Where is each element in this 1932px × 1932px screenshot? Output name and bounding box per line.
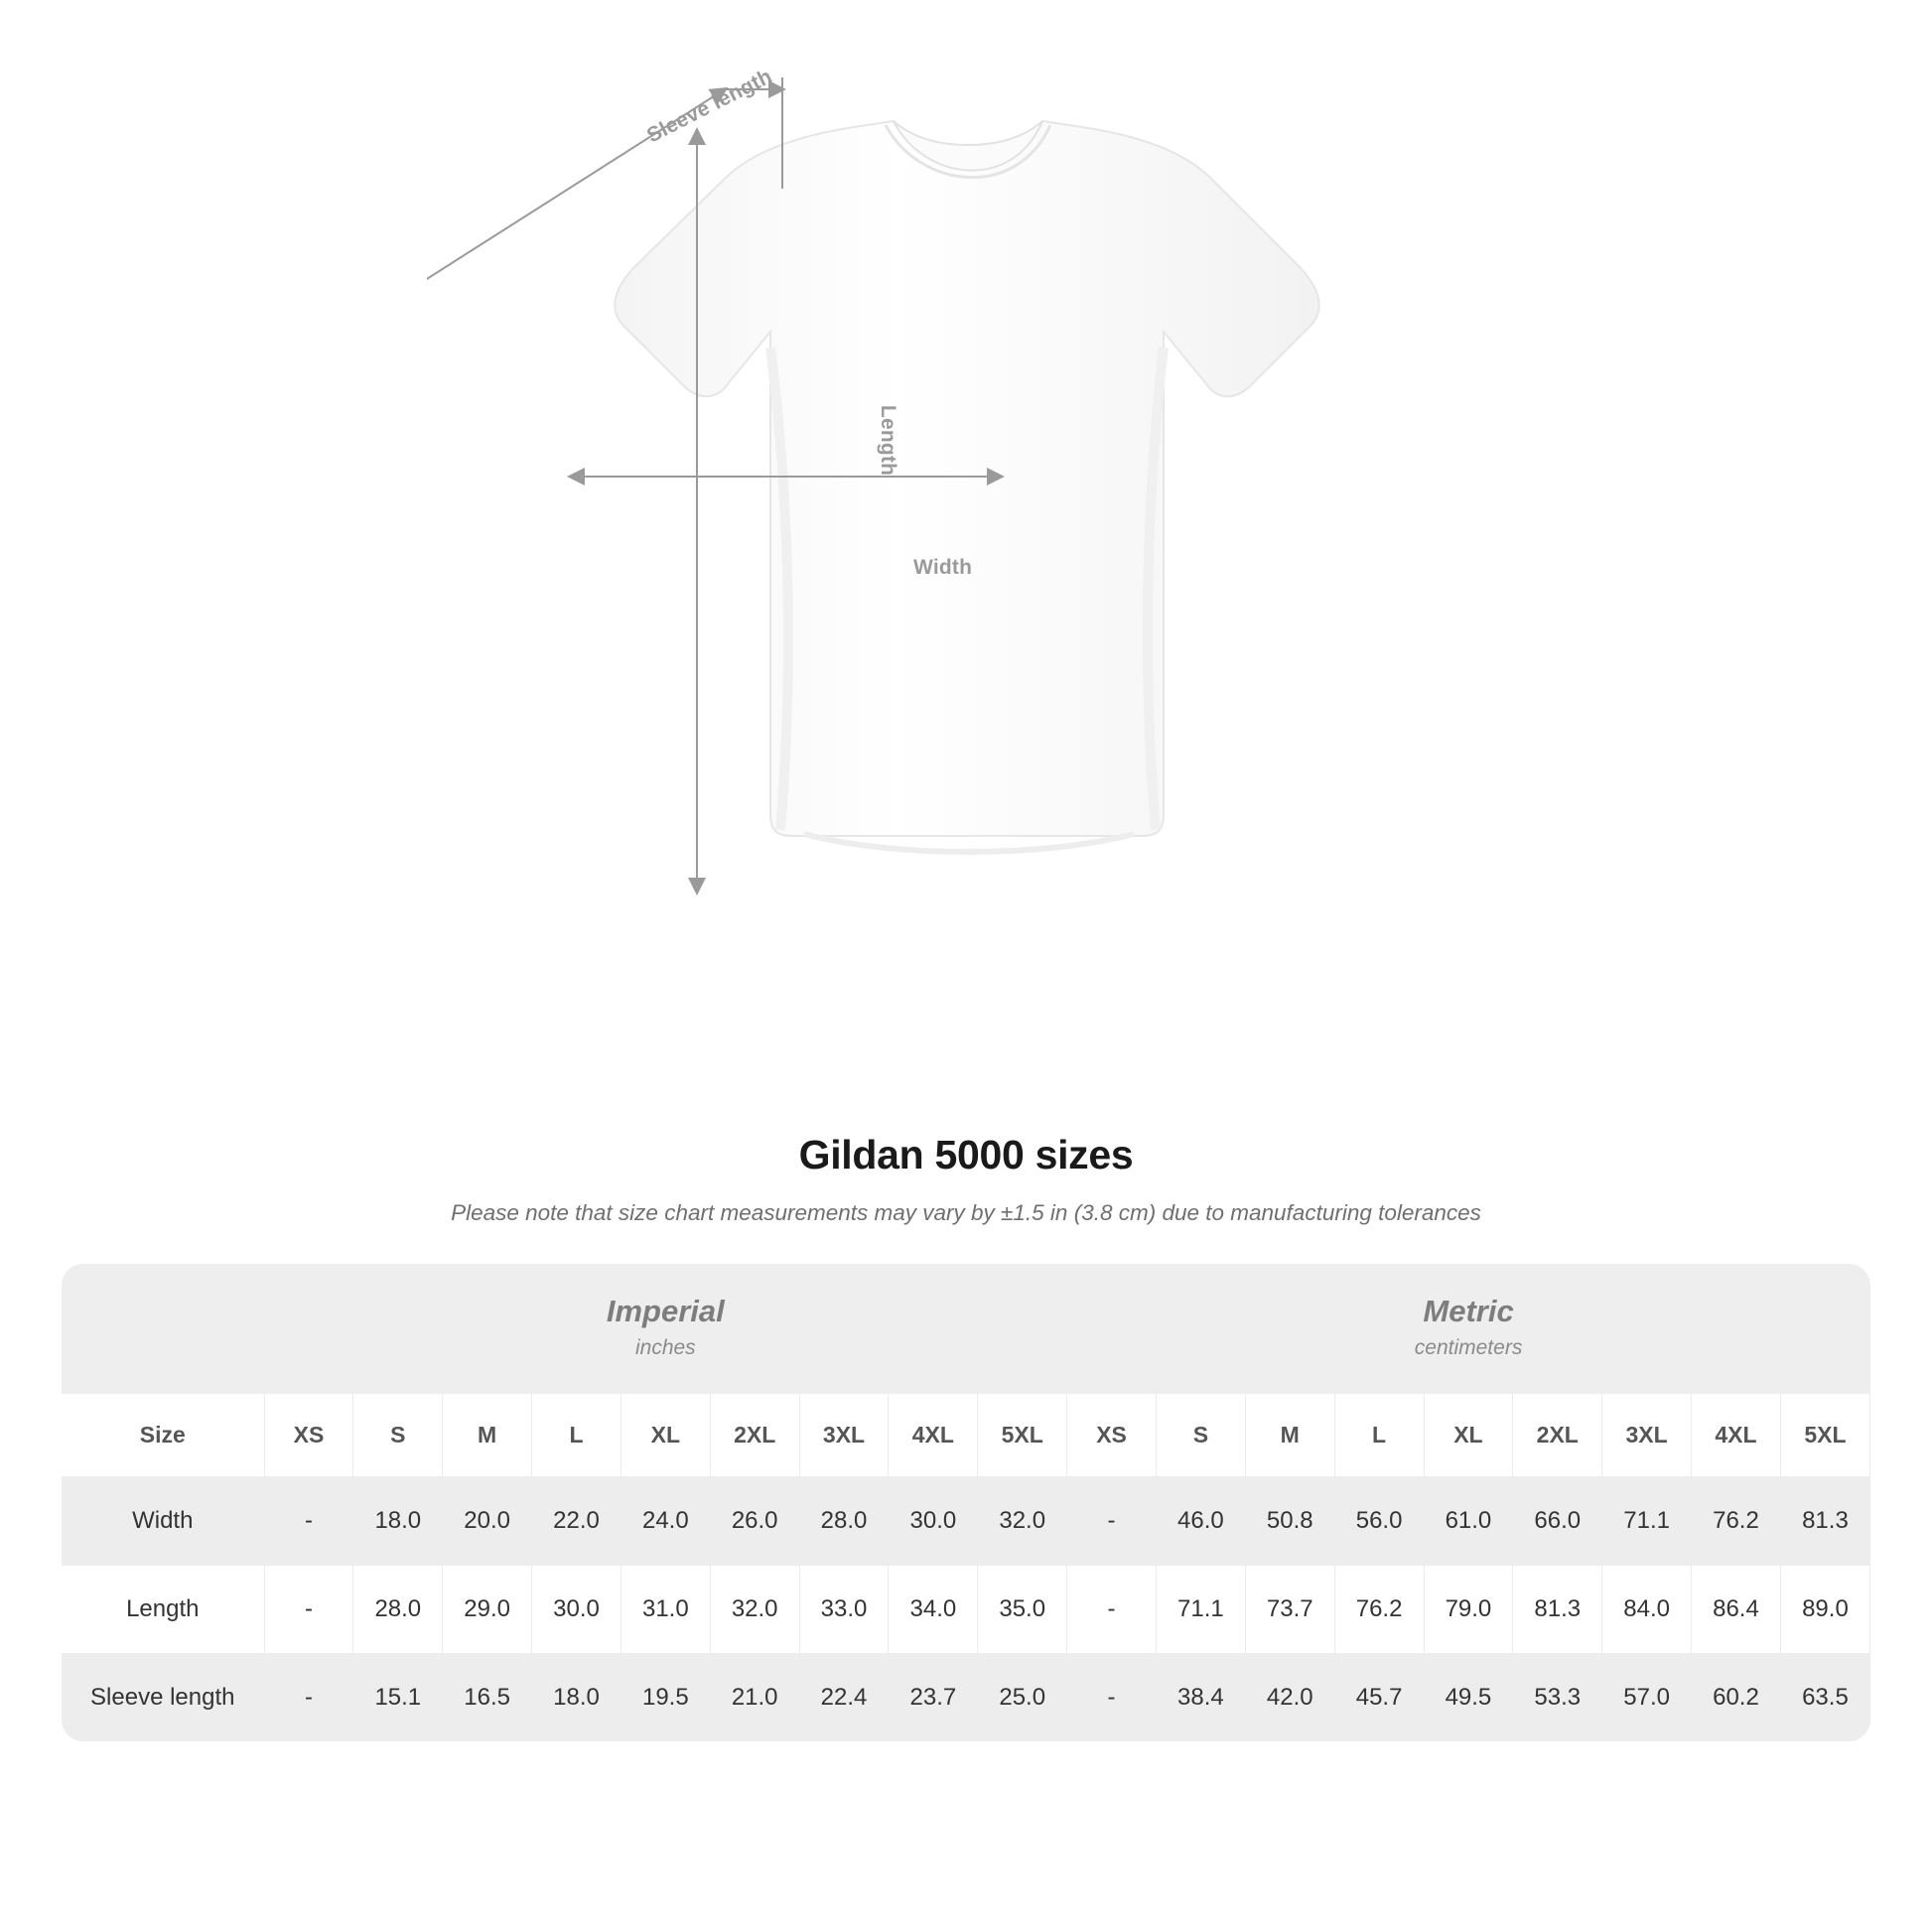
header-col-1: XS	[264, 1394, 353, 1477]
cell: 28.0	[353, 1566, 443, 1654]
header-col-5: XL	[621, 1394, 710, 1477]
cell: 18.0	[532, 1654, 621, 1742]
unit-sub-metric: centimeters	[1414, 1336, 1523, 1359]
size-table-wrapper	[62, 1264, 1870, 1741]
cell: -	[264, 1477, 353, 1566]
cell: 16.5	[443, 1654, 532, 1742]
unit-corner-cell	[62, 1264, 264, 1394]
cell: 50.8	[1245, 1477, 1334, 1566]
title-block	[0, 1132, 1932, 1226]
unit-header-row	[62, 1264, 1870, 1394]
cell: 61.0	[1424, 1477, 1513, 1566]
tolerance-note: Please note that size chart measurements may vary by ±1.5 in (3.8 cm) due to manufacturing tolerances	[451, 1200, 1481, 1225]
cell: 18.0	[353, 1477, 443, 1566]
cell: -	[1067, 1654, 1157, 1742]
cell: 81.3	[1513, 1566, 1602, 1654]
cell: 76.2	[1334, 1566, 1424, 1654]
cell: 30.0	[532, 1566, 621, 1654]
cell: -	[264, 1566, 353, 1654]
cell: 73.7	[1245, 1566, 1334, 1654]
cell: 28.0	[799, 1477, 889, 1566]
row-label-width: Width	[62, 1477, 264, 1566]
cell: 45.7	[1334, 1654, 1424, 1742]
page-title: Gildan 5000 sizes	[798, 1132, 1134, 1177]
cell: 30.0	[889, 1477, 978, 1566]
cell: 84.0	[1602, 1566, 1692, 1654]
table-row	[62, 1477, 1870, 1566]
sleeve-length-label: Sleeve length	[643, 65, 776, 148]
cell: 42.0	[1245, 1654, 1334, 1742]
cell: 21.0	[710, 1654, 799, 1742]
unit-group-metric	[1067, 1264, 1870, 1394]
header-col-17: 4XL	[1692, 1394, 1781, 1477]
cell: 20.0	[443, 1477, 532, 1566]
cell: 23.7	[889, 1654, 978, 1742]
table-row	[62, 1654, 1870, 1742]
header-col-2: S	[353, 1394, 443, 1477]
width-label: Width	[913, 556, 973, 579]
cell: 86.4	[1692, 1566, 1781, 1654]
cell: 32.0	[978, 1477, 1067, 1566]
header-col-15: 2XL	[1513, 1394, 1602, 1477]
header-col-4: L	[532, 1394, 621, 1477]
header-col-6: 2XL	[710, 1394, 799, 1477]
cell: 89.0	[1780, 1566, 1869, 1654]
cell: 63.5	[1780, 1654, 1869, 1742]
cell: 32.0	[710, 1566, 799, 1654]
cell: 19.5	[621, 1654, 710, 1742]
cell: 22.0	[532, 1477, 621, 1566]
cell: 25.0	[978, 1654, 1067, 1742]
unit-group-imperial	[264, 1264, 1067, 1394]
cell: 53.3	[1513, 1654, 1602, 1742]
cell: -	[1067, 1477, 1157, 1566]
unit-name-imperial: Imperial	[606, 1294, 725, 1328]
table-row	[62, 1566, 1870, 1654]
row-label-sleeve-length: Sleeve length	[62, 1654, 264, 1742]
cell: 31.0	[621, 1566, 710, 1654]
column-header-row	[62, 1394, 1870, 1477]
cell: 38.4	[1156, 1654, 1245, 1742]
cell: 79.0	[1424, 1566, 1513, 1654]
cell: -	[264, 1654, 353, 1742]
cell: 15.1	[353, 1654, 443, 1742]
cell: 57.0	[1602, 1654, 1692, 1742]
header-col-16: 3XL	[1602, 1394, 1692, 1477]
cell: -	[1067, 1566, 1157, 1654]
cell: 29.0	[443, 1566, 532, 1654]
cell: 46.0	[1156, 1477, 1245, 1566]
cell: 34.0	[889, 1566, 978, 1654]
cell: 24.0	[621, 1477, 710, 1566]
header-col-9: 5XL	[978, 1394, 1067, 1477]
length-label: Length	[877, 405, 899, 477]
cell: 71.1	[1602, 1477, 1692, 1566]
unit-sub-imperial: inches	[634, 1336, 696, 1359]
header-col-18: 5XL	[1780, 1394, 1869, 1477]
cell: 35.0	[978, 1566, 1067, 1654]
cell: 71.1	[1156, 1566, 1245, 1654]
unit-name-metric: Metric	[1423, 1294, 1514, 1328]
cell: 26.0	[710, 1477, 799, 1566]
header-col-3: M	[443, 1394, 532, 1477]
cell: 66.0	[1513, 1477, 1602, 1566]
header-size: Size	[62, 1394, 264, 1477]
header-col-14: XL	[1424, 1394, 1513, 1477]
row-label-length: Length	[62, 1566, 264, 1654]
header-col-12: M	[1245, 1394, 1334, 1477]
header-col-7: 3XL	[799, 1394, 889, 1477]
header-col-13: L	[1334, 1394, 1424, 1477]
cell: 76.2	[1692, 1477, 1781, 1566]
cell: 60.2	[1692, 1654, 1781, 1742]
header-col-10: XS	[1067, 1394, 1157, 1477]
cell: 81.3	[1780, 1477, 1869, 1566]
cell: 33.0	[799, 1566, 889, 1654]
cell: 56.0	[1334, 1477, 1424, 1566]
cell: 22.4	[799, 1654, 889, 1742]
size-table	[62, 1264, 1870, 1741]
cell: 49.5	[1424, 1654, 1513, 1742]
header-col-11: S	[1156, 1394, 1245, 1477]
header-col-8: 4XL	[889, 1394, 978, 1477]
